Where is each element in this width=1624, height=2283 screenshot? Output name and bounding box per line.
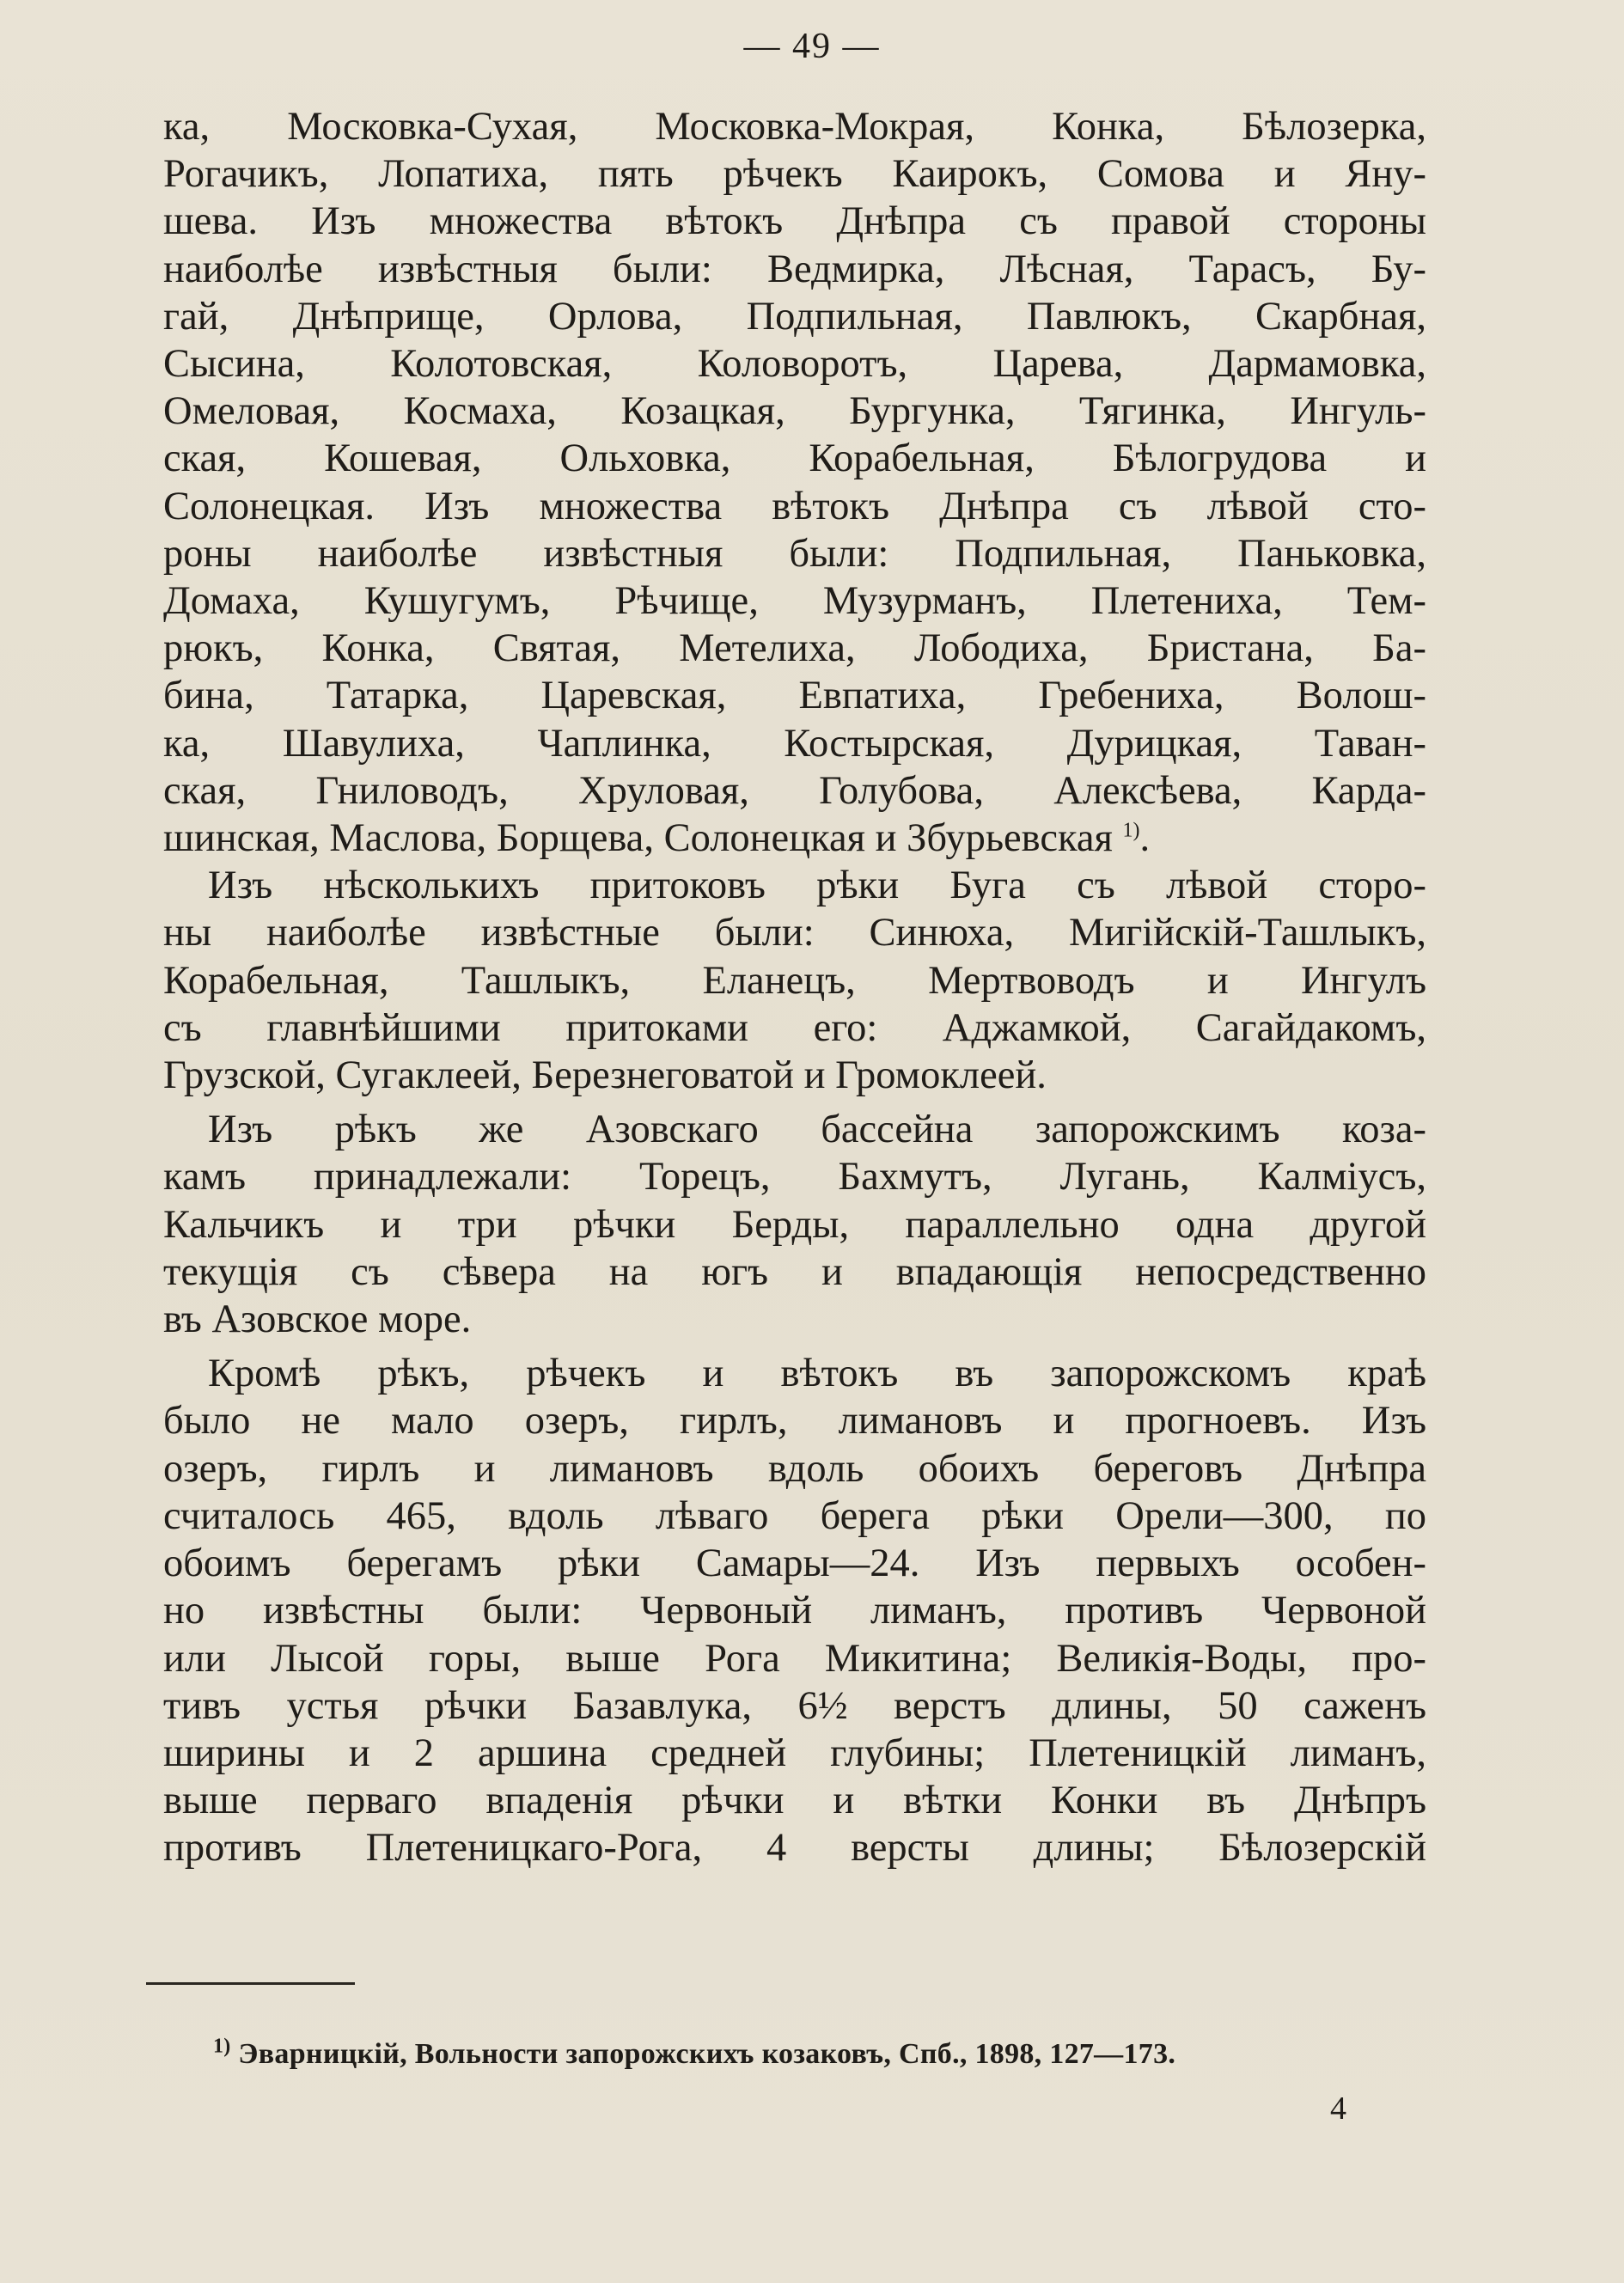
text-line: ка, Шавулиха, Чаплинка, Костырская, Дурицкая, Таван- (163, 721, 1426, 766)
text-line: гай, Днѣприще, Орлова, Подпильная, Павлюкъ, Скарбная, (163, 294, 1426, 339)
footnote-divider (146, 1982, 355, 1985)
text-line: противъ Плетеницкаго-Рога, 4 версты длины; Бѣлозерскій (163, 1826, 1426, 1871)
text-line: въ Азовское море. (163, 1297, 472, 1342)
text-line: Кальчикъ и три рѣчки Берды, параллельно одна другой (163, 1202, 1426, 1247)
text-line: роны наиболѣе извѣстныя были: Подпильная, Паньковка, (163, 531, 1426, 576)
text-line: Корабельная, Ташлыкъ, Еланецъ, Мертвоводъ и Ингулъ (163, 958, 1426, 1003)
paragraph-4 (163, 1350, 1426, 1871)
text-line-content: шинская, Маслова, Борщева, Солонецкая и Збурьевская (163, 816, 1113, 861)
body-text (163, 103, 1426, 1872)
text-line: было не мало озеръ, гирлъ, лимановъ и прогноевъ. Изъ (163, 1399, 1426, 1444)
paragraph-2 (163, 862, 1426, 1099)
text-line: ка, Московка-Сухая, Московка-Мокрая, Конка, Бѣлозерка, (163, 105, 1426, 149)
text-line: рюкъ, Конка, Святая, Метелиха, Лободиха, Бристана, Ба- (163, 626, 1426, 671)
text-line: Кромѣ рѣкъ, рѣчекъ и вѣтокъ въ запорожскомъ краѣ (208, 1352, 1426, 1396)
text-line: считалось 465, вдоль лѣваго берега рѣки Орели—300, по (163, 1493, 1426, 1538)
page-number: — 49 — (743, 27, 881, 66)
text-line: или Лысой горы, выше Рога Микитина; Великія-Воды, про- (163, 1636, 1426, 1681)
text-line: но извѣстны были: Червоный лиманъ, противъ Червоной (163, 1589, 1426, 1633)
text-line: Сысина, Колотовская, Коловоротъ, Царева, Дармамовка, (163, 342, 1426, 387)
paragraph-1 (163, 103, 1426, 862)
text-line: озеръ, гирлъ и лимановъ вдоль обоихъ береговъ Днѣпра (163, 1446, 1426, 1491)
paragraph-gap (163, 1343, 1426, 1350)
footnote-reference: 1) (1122, 819, 1140, 842)
text-line: наиболѣе извѣстныя были: Ведмирка, Лѣсная, Тарасъ, Бу- (163, 247, 1426, 291)
footnote (213, 2035, 1433, 2071)
text-line: выше перваго впаденія рѣчки и вѣтки Конки въ Днѣпръ (163, 1779, 1426, 1823)
text-line: Рогачикъ, Лопатиха, пять рѣчекъ Каирокъ, Сомова и Яну- (163, 152, 1426, 197)
text-line: Домаха, Кушугумъ, Рѣчище, Музурманъ, Плетениха, Тем- (163, 579, 1426, 624)
text-line (163, 815, 1426, 862)
text-line: ская, Кошевая, Ольховка, Корабельная, Бѣлогрудова и (163, 436, 1426, 481)
text-line: Изъ рѣкъ же Азовскаго бассейна запорожскимъ коза- (208, 1108, 1426, 1152)
paragraph-gap (163, 1099, 1426, 1106)
text-line: ская, Гниловодъ, Хруловая, Голубова, Алексѣева, Карда- (163, 768, 1426, 813)
signature-mark: 4 (1330, 2091, 1346, 2127)
paragraph-3 (163, 1106, 1426, 1343)
text-line: ны наиболѣе извѣстные были: Синюха, Мигійскій-Ташлыкъ, (163, 911, 1426, 955)
text-line: Омеловая, Космаха, Козацкая, Бургунка, Тягинка, Ингуль- (163, 389, 1426, 434)
footnote-marker: 1) (213, 2035, 231, 2058)
text-line: Грузской, Сугаклеей, Березнеговатой и Громоклеей. (163, 1053, 1047, 1098)
text-line: ширины и 2 аршина средней глубины; Плетеницкій лиманъ, (163, 1731, 1426, 1775)
footnote-text: Эварницкій, Вольности запорожскихъ козаковъ, Спб., 1898, 127—173. (238, 2038, 1176, 2070)
text-line: Солонецкая. Изъ множества вѣтокъ Днѣпра съ лѣвой сто- (163, 484, 1426, 528)
text-line: обоимъ берегамъ рѣки Самары—24. Изъ первыхъ особен- (163, 1541, 1426, 1586)
text-line: Изъ нѣсколькихъ притоковъ рѣки Буга съ лѣвой сторо- (208, 864, 1426, 908)
text-line: бина, Татарка, Царевская, Евпатиха, Гребениха, Волош- (163, 674, 1426, 718)
text-line: тивъ устья рѣчки Базавлука, 6½ верстъ длины, 50 саженъ (163, 1683, 1426, 1728)
text-line: камъ принадлежали: Торецъ, Бахмутъ, Лугань, Калміусъ, (163, 1155, 1426, 1199)
sentence-end: . (1139, 816, 1151, 861)
text-line: шева. Изъ множества вѣтокъ Днѣпра съ правой стороны (163, 199, 1426, 244)
text-line: съ главнѣйшими притоками его: Аджамкой, Сагайдакомъ, (163, 1005, 1426, 1050)
text-line: текущія съ сѣвера на югъ и впадающія непосредственно (163, 1249, 1426, 1294)
